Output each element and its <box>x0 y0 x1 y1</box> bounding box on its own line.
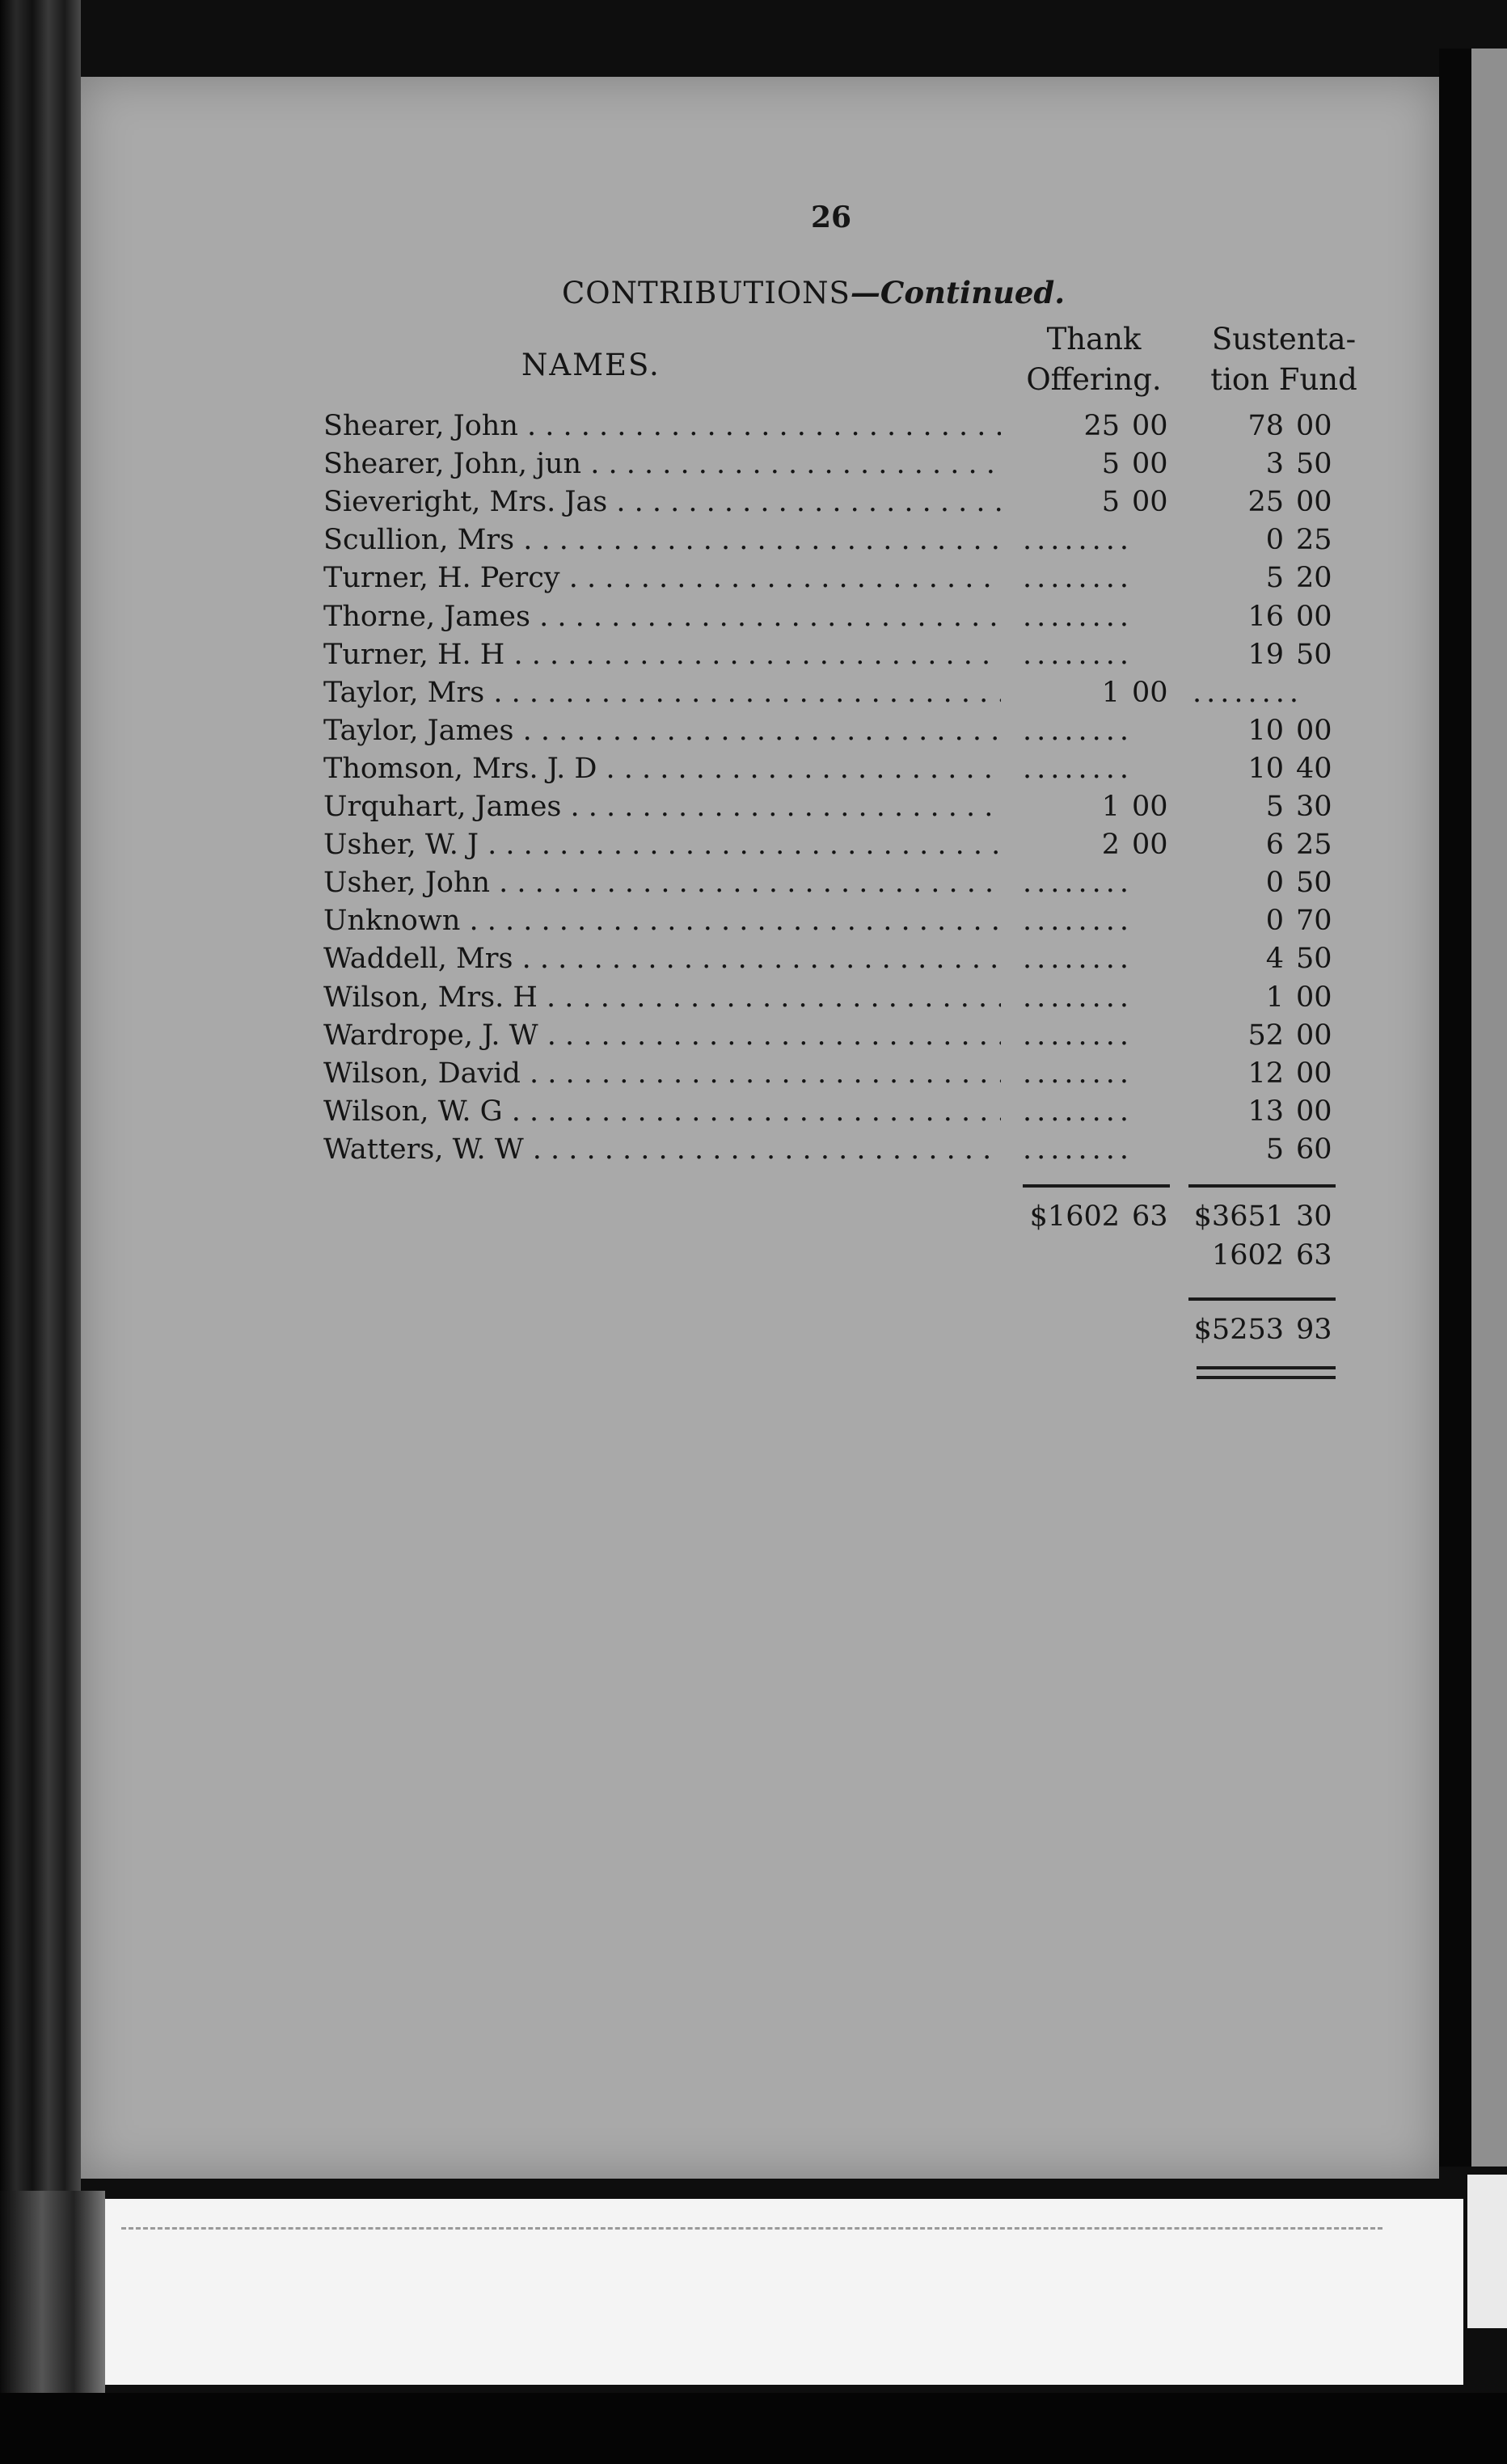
contributor-name: Usher, John . . . <box>323 867 1001 899</box>
contributor-name: Waddell, Mrs . . . <box>323 943 1001 975</box>
thank-dollars: 5 <box>1101 486 1120 519</box>
table-row <box>323 1019 1374 1057</box>
thank-header-line2: Offering. <box>1026 362 1162 397</box>
grand-total-cents: 93 <box>1296 1314 1332 1346</box>
sust-dollars: 10 <box>1247 752 1284 785</box>
contributor-name: Wilson, W. G . . . <box>323 1095 1001 1128</box>
contributor-name: Turner, H. H . . . <box>323 639 1001 671</box>
contributor-name: Thomson, Mrs. J. D . . . <box>323 753 1001 785</box>
thank-dollars: 1 <box>1101 791 1120 823</box>
sust-cents: 25 <box>1296 829 1332 862</box>
table-row <box>323 524 1374 562</box>
sust-dollars: 52 <box>1247 1019 1284 1052</box>
sust-cents: 60 <box>1296 1133 1332 1166</box>
thank-dollars: 25 <box>1083 410 1120 442</box>
sust-cents: 00 <box>1296 1057 1332 1090</box>
thank-leader: ........ <box>1023 905 1134 938</box>
table-row <box>323 639 1374 677</box>
sust-cents: 00 <box>1296 981 1332 1014</box>
sust-dollars: 5 <box>1265 1133 1284 1166</box>
contributor-name: Wilson, David . . . <box>323 1057 1001 1090</box>
thank-leader: ........ <box>1023 562 1134 595</box>
sust-dollars: 16 <box>1247 600 1284 633</box>
table-row <box>323 715 1374 753</box>
thank-leader: ........ <box>1023 1019 1134 1052</box>
sust-cents: 40 <box>1296 752 1332 785</box>
thank-cents: 00 <box>1132 448 1168 481</box>
sust-header-line2: tion Fund <box>1210 362 1357 397</box>
table-row <box>323 486 1374 524</box>
contributor-name: Wilson, Mrs. H . . . <box>323 981 1001 1014</box>
sust-dollars: 3 <box>1265 448 1284 481</box>
sust-total-cents: 30 <box>1296 1200 1332 1233</box>
thank-total-dollars: $1602 <box>1029 1200 1120 1233</box>
sust-total-dollars: $3651 <box>1193 1200 1284 1233</box>
table-row <box>323 1095 1374 1133</box>
sust-cents: 30 <box>1296 791 1332 823</box>
sust-cents: 70 <box>1296 905 1332 938</box>
sust-dollars: 25 <box>1247 486 1284 519</box>
sust-dollars: 5 <box>1265 791 1284 823</box>
sust-dollars: 13 <box>1247 1095 1284 1128</box>
title-continued: —Continued. <box>850 275 1066 310</box>
table-row <box>323 601 1374 639</box>
sust-cents: 50 <box>1296 867 1332 900</box>
thank-leader: ........ <box>1023 752 1134 785</box>
sust-dollars: 78 <box>1247 410 1284 442</box>
thank-cents: 00 <box>1132 486 1168 519</box>
thank-dollars: 2 <box>1101 829 1120 862</box>
sust-dollars: 1 <box>1265 981 1284 1014</box>
book-spine-bottom <box>0 2191 105 2393</box>
thank-dollars: 1 <box>1101 676 1120 709</box>
page-number: 26 <box>811 200 852 234</box>
thank-leader: ........ <box>1023 943 1134 976</box>
scan-background <box>0 2393 1507 2464</box>
thank-sum-rule <box>1023 1184 1170 1188</box>
sust-dollars: 12 <box>1247 1057 1284 1090</box>
page-shadow-right <box>1439 49 1471 2167</box>
contributor-name: Sieveright, Mrs. Jas . . . <box>323 486 1001 518</box>
sust-header-line1: Sustenta- <box>1211 322 1357 357</box>
book-binding-left <box>0 0 81 2464</box>
carry-cents: 63 <box>1296 1239 1332 1272</box>
contributor-name: Shearer, John . . . <box>323 410 1001 442</box>
sust-cents: 00 <box>1296 600 1332 633</box>
thank-leader: ........ <box>1023 1057 1134 1090</box>
thank-leader: ........ <box>1023 600 1134 633</box>
thank-leader: ........ <box>1023 638 1134 671</box>
table-row <box>323 1057 1374 1095</box>
sust-sum-rule <box>1188 1184 1336 1188</box>
thank-leader: ........ <box>1023 1133 1134 1166</box>
sust-leader: ........ <box>1193 676 1304 709</box>
contributor-name: Watters, W. W . . . <box>323 1133 1001 1166</box>
thank-leader: ........ <box>1023 981 1134 1014</box>
sust-cents: 50 <box>1296 943 1332 976</box>
contributor-name: Scullion, Mrs . . . <box>323 524 1001 556</box>
sust-cents: 00 <box>1296 714 1332 747</box>
sust-cents: 50 <box>1296 448 1332 481</box>
sust-cents: 00 <box>1296 486 1332 519</box>
sust-dollars: 0 <box>1265 867 1284 900</box>
names-column-header: NAMES. <box>521 348 661 382</box>
table-row <box>323 1133 1374 1171</box>
grand-sum-rule <box>1188 1297 1336 1301</box>
sust-cents: 00 <box>1296 410 1332 442</box>
sustentation-fund-header <box>1199 319 1369 400</box>
sust-dollars: 10 <box>1247 714 1284 747</box>
thank-cents: 00 <box>1132 829 1168 862</box>
table-row <box>323 981 1374 1019</box>
thank-leader: ........ <box>1023 867 1134 900</box>
sust-dollars: 6 <box>1265 829 1284 862</box>
contributor-name: Urquhart, James . . . <box>323 791 1001 823</box>
page-title <box>562 275 1065 310</box>
title-main: CONTRIBUTIONS <box>562 276 851 310</box>
sust-dollars: 4 <box>1265 943 1284 976</box>
table-row <box>323 448 1374 486</box>
thank-leader: ........ <box>1023 524 1134 557</box>
thank-leader: ........ <box>1023 714 1134 747</box>
page-bottom-margin <box>89 2199 1463 2385</box>
sust-cents: 25 <box>1296 524 1332 557</box>
sust-dollars: 0 <box>1265 524 1284 557</box>
table-row <box>323 829 1374 867</box>
grand-double-rule-bottom <box>1197 1376 1336 1379</box>
thank-dollars: 5 <box>1101 448 1120 481</box>
contributor-name: Unknown . . . <box>323 905 1001 937</box>
contributor-name: Thorne, James . . . <box>323 601 1001 633</box>
table-row <box>323 905 1374 943</box>
thank-cents: 00 <box>1132 791 1168 823</box>
contributor-name: Wardrope, J. W . . . <box>323 1019 1001 1052</box>
table-row <box>323 562 1374 600</box>
table-row <box>323 410 1374 448</box>
sust-cents: 50 <box>1296 638 1332 671</box>
contributor-name: Shearer, John, jun . . . <box>323 448 1001 480</box>
sust-dollars: 0 <box>1265 905 1284 938</box>
table-row <box>323 943 1374 981</box>
next-page-edge <box>1471 49 1507 2167</box>
table-row <box>323 753 1374 791</box>
table-row <box>323 867 1374 905</box>
sust-dollars: 19 <box>1247 638 1284 671</box>
grand-double-rule-top <box>1197 1366 1336 1369</box>
sust-cents: 00 <box>1296 1095 1332 1128</box>
thank-cents: 00 <box>1132 676 1168 709</box>
sust-dollars: 5 <box>1265 562 1284 595</box>
grand-total-dollars: $5253 <box>1193 1314 1284 1346</box>
contributor-name: Usher, W. J . . . <box>323 829 1001 861</box>
table-row <box>323 791 1374 829</box>
thank-total-cents: 63 <box>1132 1200 1168 1233</box>
sust-cents: 20 <box>1296 562 1332 595</box>
thank-header-line1: Thank <box>1046 322 1142 357</box>
sust-cents: 00 <box>1296 1019 1332 1052</box>
thank-cents: 00 <box>1132 410 1168 442</box>
contributor-name: Taylor, James . . . <box>323 715 1001 747</box>
contributor-name: Turner, H. Percy . . . <box>323 562 1001 594</box>
contributor-name: Taylor, Mrs . . . <box>323 677 1001 709</box>
thank-leader: ........ <box>1023 1095 1134 1128</box>
thank-offering-header <box>1017 319 1171 400</box>
page-corner-right <box>1467 2175 1507 2328</box>
table-row <box>323 677 1374 715</box>
carry-dollars: 1602 <box>1211 1239 1284 1272</box>
